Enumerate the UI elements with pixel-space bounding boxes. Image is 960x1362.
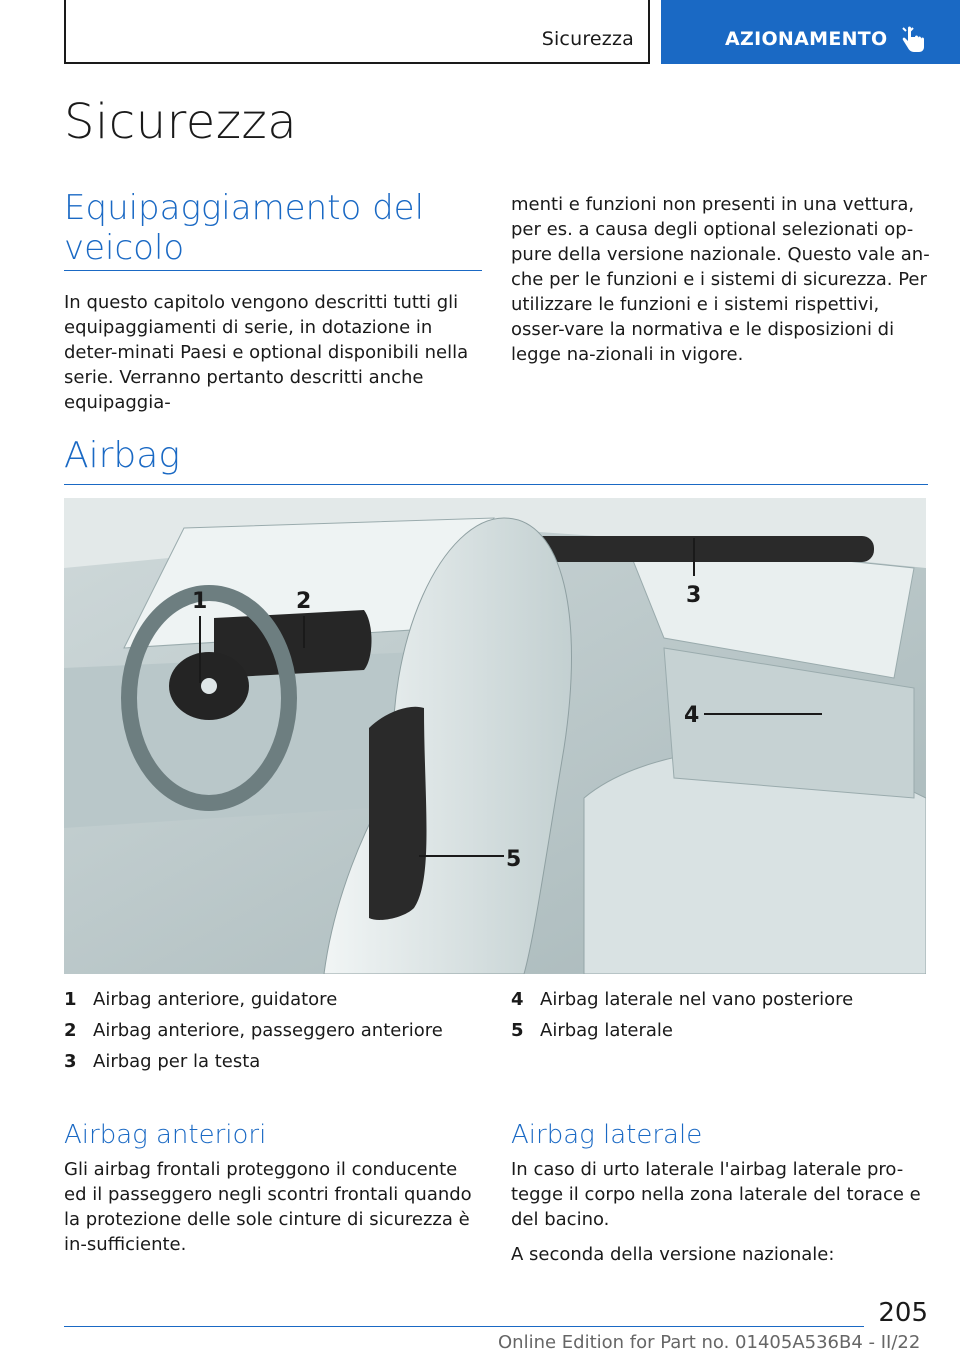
footer-divider	[64, 1326, 864, 1327]
legend-number: 4	[511, 989, 524, 1010]
header-active-tab[interactable]	[661, 0, 960, 64]
section-divider	[64, 270, 482, 271]
page-title: Sicurezza	[64, 94, 298, 150]
legend-label: Airbag anteriore, guidatore	[93, 989, 338, 1010]
side-airbag-title: Airbag laterale	[511, 1120, 703, 1150]
legend-item	[511, 1015, 931, 1046]
callout-5: 5	[506, 847, 522, 872]
equipment-text-right: menti e funzioni non presenti in una vettura, per es. a causa degli optional selezionati op-pure della versione nazionale. Questo vale an-che per le funzioni e i sistemi di sicurezza. Per utilizzare le funzioni e i sistemi rispettivi, osser-vare la normativa e le disposizioni di legge na-zionali in vigore.	[511, 194, 930, 365]
legend-label: Airbag laterale	[540, 1020, 673, 1041]
legend-item	[64, 1046, 484, 1077]
legend-number: 3	[64, 1051, 77, 1072]
airbag-divider	[64, 484, 928, 485]
side-airbag-text: In caso di urto laterale l'airbag laterale pro-tegge il corpo nella zona laterale del torace e del bacino.	[511, 1159, 921, 1230]
header-active-label: AZIONAMENTO	[725, 28, 888, 50]
figure-legend-left	[64, 984, 484, 1077]
steering-logo	[201, 678, 217, 694]
legend-item	[64, 984, 484, 1015]
legend-number: 1	[64, 989, 77, 1010]
front-seat-side-airbag	[369, 707, 427, 920]
callout-2: 2	[296, 589, 312, 614]
callout-4: 4	[684, 703, 700, 728]
figure-legend-right	[511, 984, 931, 1046]
legend-item	[511, 984, 931, 1015]
legend-item	[64, 1015, 484, 1046]
legend-label: Airbag per la testa	[93, 1051, 261, 1072]
front-airbags-title: Airbag anteriori	[64, 1120, 267, 1150]
legend-number: 5	[511, 1020, 524, 1041]
front-airbags-text: Gli airbag frontali proteggono il conducente ed il passeggero negli scontri frontali quando la protezione delle sole cinture di sicurezza è in-sufficiente.	[64, 1159, 472, 1255]
legend-number: 2	[64, 1020, 77, 1041]
legend-label: Airbag anteriore, passeggero anteriore	[93, 1020, 443, 1041]
equipment-text-left: In questo capitolo vengono descritti tutti gli equipaggiamenti di serie, in dotazione in deter-minati Paesi e optional disponibili nella serie. Verranno pertanto descritti anche equipaggia-	[64, 292, 469, 413]
callout-3: 3	[686, 583, 702, 608]
airbag-illustration	[64, 498, 926, 974]
callout-1: 1	[192, 589, 208, 614]
hand-pointer-icon	[899, 24, 931, 56]
legend-label: Airbag laterale nel vano posteriore	[540, 989, 854, 1010]
side-airbag-text-2: A seconda della versione nazionale:	[511, 1244, 835, 1265]
equipment-section-title: Equipaggiamento del veicolo	[64, 188, 425, 268]
header-section-tab	[64, 0, 650, 64]
footer-edition: Online Edition for Part no. 01405A536B4 - II/22	[498, 1332, 921, 1353]
airbag-section-title: Airbag	[64, 435, 180, 476]
header-section-label: Sicurezza	[541, 28, 634, 50]
page-number: 205	[878, 1298, 928, 1328]
